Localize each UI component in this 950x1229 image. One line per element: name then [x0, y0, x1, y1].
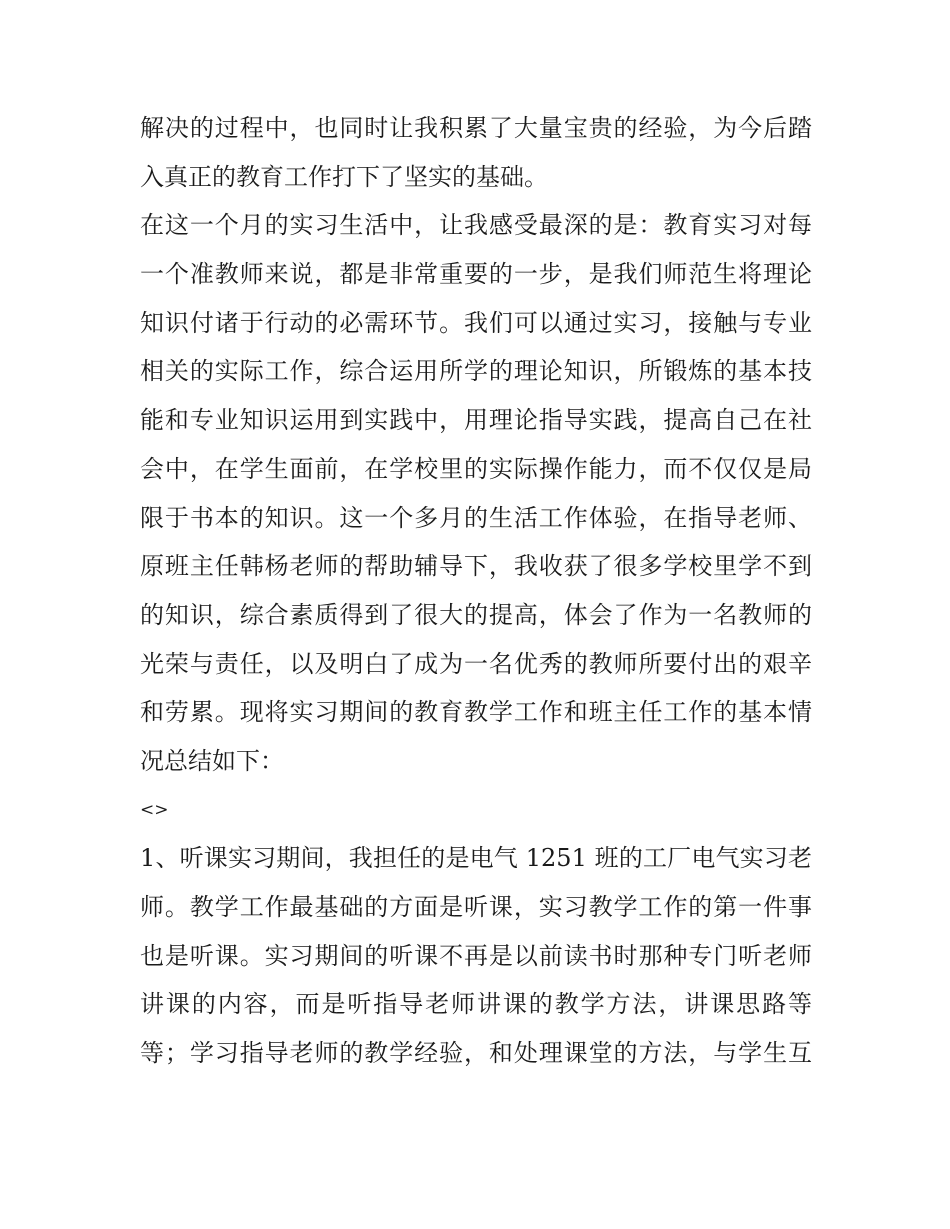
text-line: 入真正的教育工作打下了坚实的基础。 [140, 162, 548, 191]
text-line: 一个准教师来说，都是非常重要的一步，是我们师范生将理论 [140, 260, 812, 289]
text-line: 的知识，综合素质得到了很大的提高，体会了作为一名教师的 [140, 600, 812, 629]
text-line: 讲课的内容，而是听指导老师讲课的教学方法，讲课思路等 [140, 990, 812, 1019]
text-line: 也是听课。实习期间的听课不再是以前读书时那种专门听老师 [140, 941, 812, 970]
text-line: 等；学习指导老师的教学经验，和处理课堂的方法，与学生互 [140, 1039, 812, 1068]
text-line: 解决的过程中，也同时让我积累了大量宝贵的经验，为今后踏 [140, 114, 812, 142]
body-text [140, 104, 812, 1078]
text-line: 相关的实际工作，综合运用所学的理论知识，所锻炼的基本技 [140, 357, 812, 386]
text-line: 知识付诸于行动的必需环节。我们可以通过实习，接触与专业 [140, 308, 812, 337]
text-line: 能和专业知识运用到实践中，用理论指导实践，提高自己在社 [140, 406, 812, 435]
text-line: 会中，在学生面前，在学校里的实际操作能力，而不仅仅是局 [140, 454, 812, 483]
text-line: 在这一个月的实习生活中，让我感受最深的是：教育实习对每 [140, 211, 812, 240]
text-line: 师。教学工作最基础的方面是听课，实习教学工作的第一件事 [140, 893, 812, 921]
text-line: 和劳累。现将实习期间的教育教学工作和班主任工作的基本情 [140, 698, 812, 727]
text-line: 1、听课实习期间，我担任的是电气 1251 班的工厂电气实习老 [140, 844, 812, 873]
section-marker: <> [140, 799, 169, 820]
text-line: 况总结如下： [140, 746, 284, 775]
text-line: 光荣与责任，以及明白了成为一名优秀的教师所要付出的艰辛 [140, 649, 812, 678]
text-line: 限于书本的知识。这一个多月的生活工作体验，在指导老师、 [140, 503, 812, 532]
text-line: 原班主任韩杨老师的帮助辅导下，我收获了很多学校里学不到 [140, 552, 812, 581]
